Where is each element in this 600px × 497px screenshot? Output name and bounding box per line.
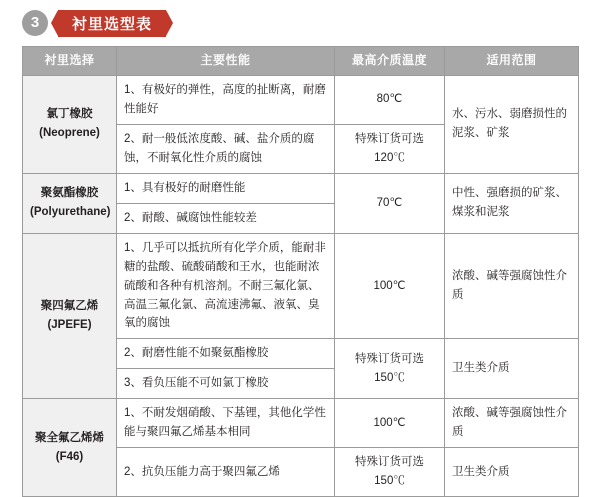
cell-performance: 1、几乎可以抵抗所有化学介质，能耐非糖的盐酸、硫酸硝酸和王水，也能耐浓硫酸和各种有机溶剂。不耐三氟化氯、高温三氟化氯、高流速沸氟、液氧、臭氧的腐蚀 [117,233,335,339]
lining-name-primary: 聚全氟乙烯烯 [35,431,104,444]
cell-application-scope: 卫生类介质 [445,339,579,399]
column-header-lining: 衬里选择 [23,47,117,76]
column-header-application-scope: 适用范围 [445,47,579,76]
cell-performance: 2、抗负压能力高于聚四氟乙烯 [117,448,335,497]
lining-name-primary: 氯丁橡胶 [46,108,93,121]
cell-performance: 3、看负压能不可如氯丁橡胶 [117,369,335,399]
cell-performance: 2、耐磨性能不如聚氨酯橡胶 [117,339,335,369]
cell-max-temperature: 100℃ [335,233,445,339]
cell-max-temperature: 特殊订货可选150℃ [335,448,445,497]
lining-name-secondary: (Neoprene) [39,127,100,140]
column-header-max-temperature: 最高介质温度 [335,47,445,76]
section-number-badge: 3 [22,10,48,36]
lining-selection-table [22,46,579,497]
cell-max-temperature: 80℃ [335,75,445,124]
lining-name-primary: 聚氨酯橡胶 [40,187,99,200]
cell-application-scope: 浓酸、碱等强腐蚀性介质 [445,399,579,448]
table-row [23,75,579,124]
table-row [23,399,579,448]
table-row [23,173,579,203]
cell-application-scope: 卫生类介质 [445,448,579,497]
cell-application-scope: 中性、强磨损的矿浆、煤浆和泥浆 [445,173,579,233]
cell-performance: 2、耐酸、碱腐蚀性能较差 [117,203,335,233]
lining-name-secondary: (Polyurethane) [30,206,111,219]
cell-performance: 1、有极好的弹性，高度的扯断离，耐磨性能好 [117,75,335,124]
cell-lining-name [23,75,117,173]
cell-application-scope: 浓酸、碱等强腐蚀性介质 [445,233,579,339]
table-header-row [23,47,579,76]
lining-name-secondary: (F46) [55,450,84,463]
cell-lining-name [23,233,117,399]
cell-performance: 1、具有极好的耐磨性能 [117,173,335,203]
cell-lining-name [23,173,117,233]
cell-application-scope: 水、污水、弱磨损性的泥浆、矿浆 [445,75,579,173]
cell-performance: 1、不耐发烟硝酸、下基锂，其他化学性能与聚四氟乙烯基本相同 [117,399,335,448]
section-header [22,8,166,38]
lining-name-primary: 聚四氟乙烯 [40,300,99,313]
cell-max-temperature: 特殊订货可选120℃ [335,124,445,173]
page-title: 衬里选型表 [58,10,166,37]
cell-max-temperature: 70℃ [335,173,445,233]
cell-performance: 2、耐一般低浓度酸、碱、盐介质的腐蚀，不耐氧化性介质的腐蚀 [117,124,335,173]
table-body [23,75,579,496]
cell-max-temperature: 100℃ [335,399,445,448]
cell-max-temperature: 特殊订货可选150℃ [335,339,445,399]
lining-selection-table-container [22,46,578,497]
table-row [23,233,579,339]
cell-lining-name [23,399,117,497]
lining-name-secondary: (JPEFE) [47,319,92,331]
column-header-performance: 主要性能 [117,47,335,76]
